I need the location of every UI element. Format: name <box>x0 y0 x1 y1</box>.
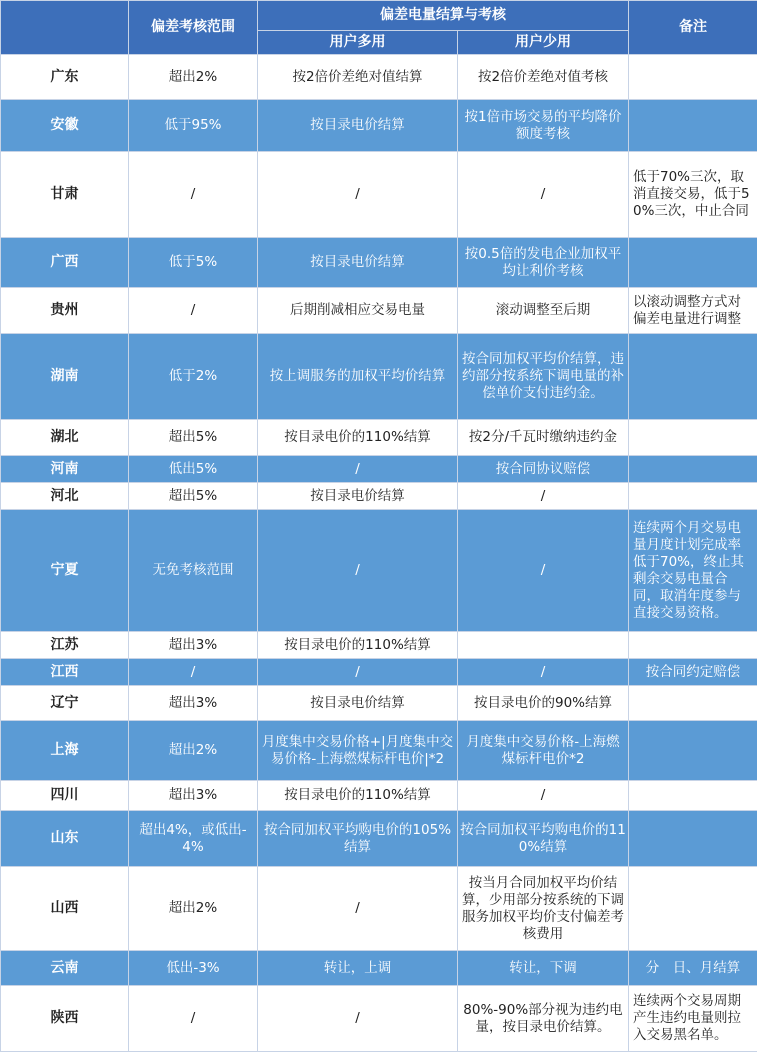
cell-over: 按目录电价结算 <box>258 238 458 288</box>
cell-range: / <box>129 152 258 238</box>
cell-range: 超出3% <box>129 781 258 811</box>
cell-over: / <box>258 152 458 238</box>
header-province <box>1 1 129 55</box>
cell-over: 月度集中交易价格+|月度集中交易价格-上海燃煤标杆电价|*2 <box>258 721 458 781</box>
cell-note <box>629 781 757 811</box>
cell-over: 转让，上调 <box>258 951 458 986</box>
cell-under: 滚动调整至后期 <box>458 288 629 334</box>
cell-note: 低于70%三次，取消直接交易，低于50%三次，中止合同 <box>629 152 757 238</box>
cell-province: 四川 <box>1 781 129 811</box>
cell-over: 按目录电价的110%结算 <box>258 632 458 659</box>
cell-over: / <box>258 867 458 951</box>
cell-note: 以滚动调整方式对偏差电量进行调整 <box>629 288 757 334</box>
cell-province: 陕西 <box>1 986 129 1052</box>
cell-range: 超出3% <box>129 632 258 659</box>
table-row <box>1 659 757 686</box>
cell-under: 80%-90%部分视为违约电量，按目录电价结算。 <box>458 986 629 1052</box>
cell-under: / <box>458 510 629 632</box>
table-row <box>1 951 757 986</box>
cell-range: 超出2% <box>129 55 258 100</box>
cell-province: 河北 <box>1 483 129 510</box>
cell-over: / <box>258 510 458 632</box>
cell-under: / <box>458 483 629 510</box>
cell-over: / <box>258 986 458 1052</box>
table-row <box>1 100 757 152</box>
table-row <box>1 986 757 1052</box>
cell-note <box>629 811 757 867</box>
cell-over: 按合同加权平均购电价的105%结算 <box>258 811 458 867</box>
cell-note <box>629 483 757 510</box>
cell-range: 低出5% <box>129 456 258 483</box>
header-settlement: 偏差电量结算与考核 <box>258 1 629 31</box>
table-row <box>1 721 757 781</box>
cell-range: 超出2% <box>129 867 258 951</box>
cell-note <box>629 238 757 288</box>
cell-note <box>629 867 757 951</box>
cell-province: 湖南 <box>1 334 129 420</box>
header-range: 偏差考核范围 <box>129 1 258 55</box>
cell-province: 湖北 <box>1 420 129 456</box>
table-row <box>1 456 757 483</box>
cell-under: 按合同加权平均价结算，违约部分按系统下调电量的补偿单价支付违约金。 <box>458 334 629 420</box>
cell-range: 无免考核范围 <box>129 510 258 632</box>
cell-under: / <box>458 659 629 686</box>
header-note: 备注 <box>629 1 757 55</box>
cell-province: 山西 <box>1 867 129 951</box>
header-under: 用户少用 <box>458 31 629 55</box>
table-row <box>1 632 757 659</box>
cell-under: 按目录电价的90%结算 <box>458 686 629 721</box>
cell-province: 河南 <box>1 456 129 483</box>
cell-over: 按目录电价结算 <box>258 100 458 152</box>
cell-note <box>629 334 757 420</box>
cell-range: 低于2% <box>129 334 258 420</box>
table-row <box>1 510 757 632</box>
cell-range: 低于5% <box>129 238 258 288</box>
cell-note <box>629 632 757 659</box>
cell-province: 云南 <box>1 951 129 986</box>
table-row <box>1 55 757 100</box>
cell-province: 山东 <box>1 811 129 867</box>
table-row <box>1 811 757 867</box>
cell-province: 江苏 <box>1 632 129 659</box>
cell-over: 按目录电价结算 <box>258 483 458 510</box>
cell-range: / <box>129 288 258 334</box>
cell-under: / <box>458 152 629 238</box>
table-row <box>1 288 757 334</box>
cell-province: 安徽 <box>1 100 129 152</box>
table-row <box>1 334 757 420</box>
table-row <box>1 781 757 811</box>
cell-note <box>629 420 757 456</box>
cell-under: 按2倍价差绝对值考核 <box>458 55 629 100</box>
cell-under: 按2分/千瓦时缴纳违约金 <box>458 420 629 456</box>
cell-range: 低出-3% <box>129 951 258 986</box>
cell-under: 按合同加权平均购电价的110%结算 <box>458 811 629 867</box>
cell-over: / <box>258 659 458 686</box>
cell-over: / <box>258 456 458 483</box>
cell-range: 超出5% <box>129 483 258 510</box>
cell-province: 上海 <box>1 721 129 781</box>
cell-under: 按1倍市场交易的平均降价额度考核 <box>458 100 629 152</box>
cell-province: 辽宁 <box>1 686 129 721</box>
cell-under: 月度集中交易价格-上海燃煤标杆电价*2 <box>458 721 629 781</box>
cell-note <box>629 456 757 483</box>
cell-note: 连续两个交易周期产生违约电量则拉入交易黑名单。 <box>629 986 757 1052</box>
cell-range: 超出4%，或低出-4% <box>129 811 258 867</box>
cell-range: 超出3% <box>129 686 258 721</box>
cell-note: 按合同约定赔偿 <box>629 659 757 686</box>
cell-range: / <box>129 659 258 686</box>
header-over: 用户多用 <box>258 31 458 55</box>
cell-range: 超出2% <box>129 721 258 781</box>
cell-under: / <box>458 781 629 811</box>
cell-province: 贵州 <box>1 288 129 334</box>
cell-note <box>629 721 757 781</box>
table-row <box>1 238 757 288</box>
cell-over: 后期削减相应交易电量 <box>258 288 458 334</box>
cell-province: 江西 <box>1 659 129 686</box>
cell-over: 按目录电价结算 <box>258 686 458 721</box>
cell-range: / <box>129 986 258 1052</box>
cell-over: 按2倍价差绝对值结算 <box>258 55 458 100</box>
cell-over: 按上调服务的加权平均价结算 <box>258 334 458 420</box>
cell-note: 连续两个月交易电量月度计划完成率低于70%，终止其剩余交易电量合同，取消年度参与直接交易资格。 <box>629 510 757 632</box>
cell-under: 按合同协议赔偿 <box>458 456 629 483</box>
cell-over: 按目录电价的110%结算 <box>258 781 458 811</box>
cell-range: 低于95% <box>129 100 258 152</box>
cell-note <box>629 55 757 100</box>
cell-note <box>629 100 757 152</box>
table-row <box>1 867 757 951</box>
cell-province: 宁夏 <box>1 510 129 632</box>
table-row <box>1 420 757 456</box>
cell-province: 甘肃 <box>1 152 129 238</box>
table-row <box>1 152 757 238</box>
cell-under: 按当月合同加权平均价结算，少用部分按系统的下调服务加权平均价支付偏差考核费用 <box>458 867 629 951</box>
cell-province: 广东 <box>1 55 129 100</box>
cell-under: 按0.5倍的发电企业加权平均让利价考核 <box>458 238 629 288</box>
cell-over: 按目录电价的110%结算 <box>258 420 458 456</box>
cell-under <box>458 632 629 659</box>
table-row <box>1 686 757 721</box>
cell-under: 转让，下调 <box>458 951 629 986</box>
cell-note <box>629 686 757 721</box>
cell-range: 超出5% <box>129 420 258 456</box>
cell-province: 广西 <box>1 238 129 288</box>
table-row <box>1 483 757 510</box>
cell-note: 分 日、月结算 <box>629 951 757 986</box>
